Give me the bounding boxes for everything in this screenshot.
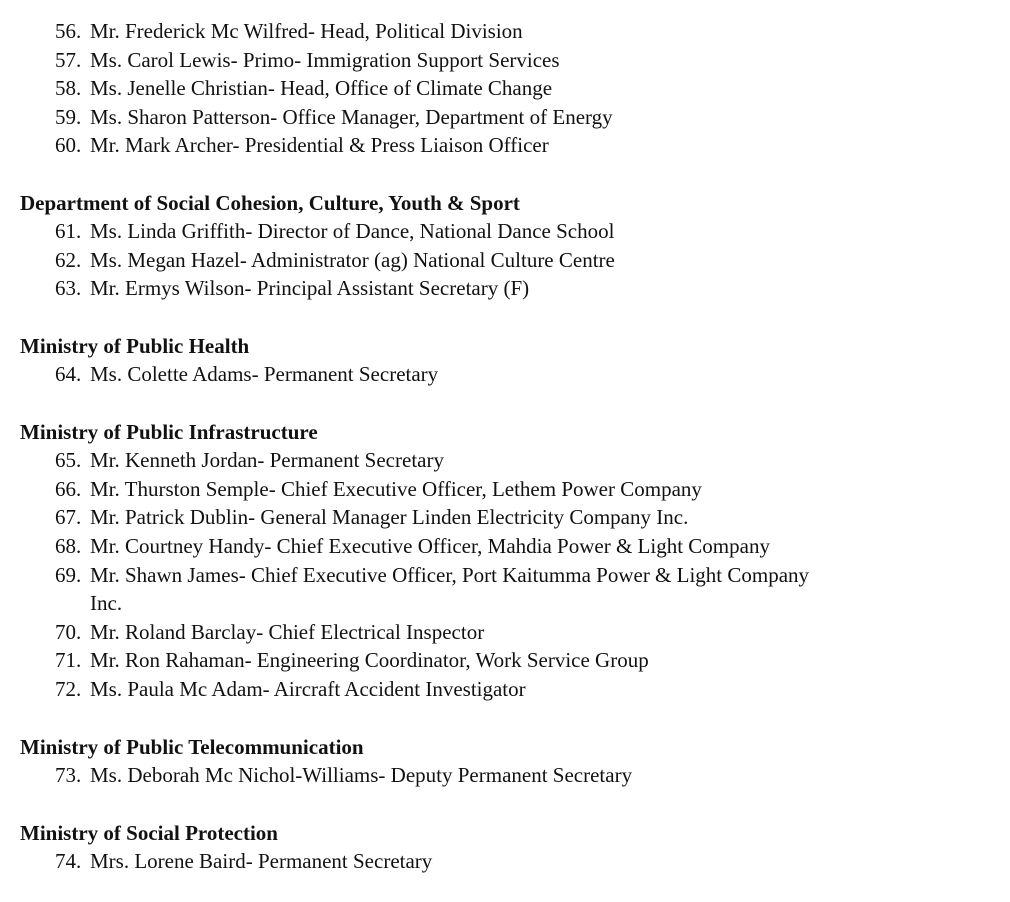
item-number: 72. bbox=[55, 677, 82, 701]
item-text: Ms. Linda Griffith- Director of Dance, National Dance School bbox=[90, 219, 615, 243]
list-item bbox=[55, 675, 989, 703]
item-number: 70. bbox=[55, 620, 82, 644]
list-item bbox=[55, 847, 989, 875]
list-item bbox=[55, 761, 989, 789]
item-text: Ms. Paula Mc Adam- Aircraft Accident Investigator bbox=[90, 677, 526, 701]
item-number: 64. bbox=[55, 362, 82, 386]
item-number: 58. bbox=[55, 76, 82, 100]
list-item bbox=[55, 446, 989, 474]
list-item bbox=[55, 74, 989, 102]
section-heading: Ministry of Social Protection bbox=[20, 821, 278, 845]
item-number: 61. bbox=[55, 219, 82, 243]
item-text: Mr. Ron Rahaman- Engineering Coordinator, Work Service Group bbox=[90, 648, 649, 672]
item-text: Ms. Jenelle Christian- Head, Office of Climate Change bbox=[90, 76, 553, 100]
item-number: 57. bbox=[55, 48, 82, 72]
item-text: Mr. Kenneth Jordan- Permanent Secretary bbox=[90, 448, 444, 472]
section-heading: Ministry of Public Infrastructure bbox=[20, 420, 318, 444]
section-heading: Ministry of Public Telecommunication bbox=[20, 735, 364, 759]
list-item bbox=[55, 618, 989, 646]
list-item bbox=[55, 103, 989, 131]
item-number: 56. bbox=[55, 19, 82, 43]
item-text: Ms. Sharon Patterson- Office Manager, Department of Energy bbox=[90, 105, 613, 129]
item-number: 68. bbox=[55, 534, 82, 558]
item-text: Ms. Carol Lewis- Primo- Immigration Support Services bbox=[90, 48, 560, 72]
item-text: Ms. Colette Adams- Permanent Secretary bbox=[90, 362, 439, 386]
item-text: Mr. Patrick Dublin- General Manager Linden Electricity Company Inc. bbox=[90, 505, 689, 529]
list-item bbox=[55, 131, 989, 159]
section-heading: Department of Social Cohesion, Culture, Youth & Sport bbox=[20, 191, 520, 215]
item-number: 62. bbox=[55, 248, 82, 272]
item-number: 73. bbox=[55, 763, 82, 787]
list-item bbox=[55, 17, 989, 45]
list-item bbox=[55, 646, 989, 674]
list-item bbox=[55, 46, 989, 74]
item-number: 74. bbox=[55, 849, 82, 873]
item-number: 67. bbox=[55, 505, 82, 529]
item-text: Mr. Courtney Handy- Chief Executive Officer, Mahdia Power & Light Company bbox=[90, 534, 770, 558]
item-text: Mr. Thurston Semple- Chief Executive Officer, Lethem Power Company bbox=[90, 477, 702, 501]
item-number: 63. bbox=[55, 276, 82, 300]
item-number: 65. bbox=[55, 448, 82, 472]
item-number: 60. bbox=[55, 133, 82, 157]
list-item bbox=[55, 503, 989, 531]
item-number: 69. bbox=[55, 563, 82, 587]
list-item bbox=[55, 274, 989, 302]
item-number: 66. bbox=[55, 477, 82, 501]
item-number: 59. bbox=[55, 105, 82, 129]
item-text: Mrs. Lorene Baird- Permanent Secretary bbox=[90, 849, 433, 873]
item-text: Ms. Megan Hazel- Administrator (ag) National Culture Centre bbox=[90, 248, 615, 272]
list-item bbox=[55, 475, 989, 503]
item-number: 71. bbox=[55, 648, 82, 672]
list-item bbox=[55, 532, 989, 560]
list-item bbox=[55, 360, 989, 388]
list-item-continuation: Inc. bbox=[90, 591, 123, 615]
item-text: Mr. Roland Barclay- Chief Electrical Inspector bbox=[90, 620, 485, 644]
item-text: Mr. Shawn James- Chief Executive Officer, Port Kaitumma Power & Light Company bbox=[90, 563, 810, 587]
list-item bbox=[55, 217, 989, 245]
item-text: Mr. Mark Archer- Presidential & Press Liaison Officer bbox=[90, 133, 549, 157]
list-item bbox=[55, 246, 989, 274]
item-text: Mr. Frederick Mc Wilfred- Head, Political Division bbox=[90, 19, 523, 43]
section-heading: Ministry of Public Health bbox=[20, 334, 250, 358]
item-text: Mr. Ermys Wilson- Principal Assistant Secretary (F) bbox=[90, 276, 530, 300]
list-item bbox=[55, 561, 989, 589]
item-text: Ms. Deborah Mc Nichol-Williams- Deputy Permanent Secretary bbox=[90, 763, 633, 787]
